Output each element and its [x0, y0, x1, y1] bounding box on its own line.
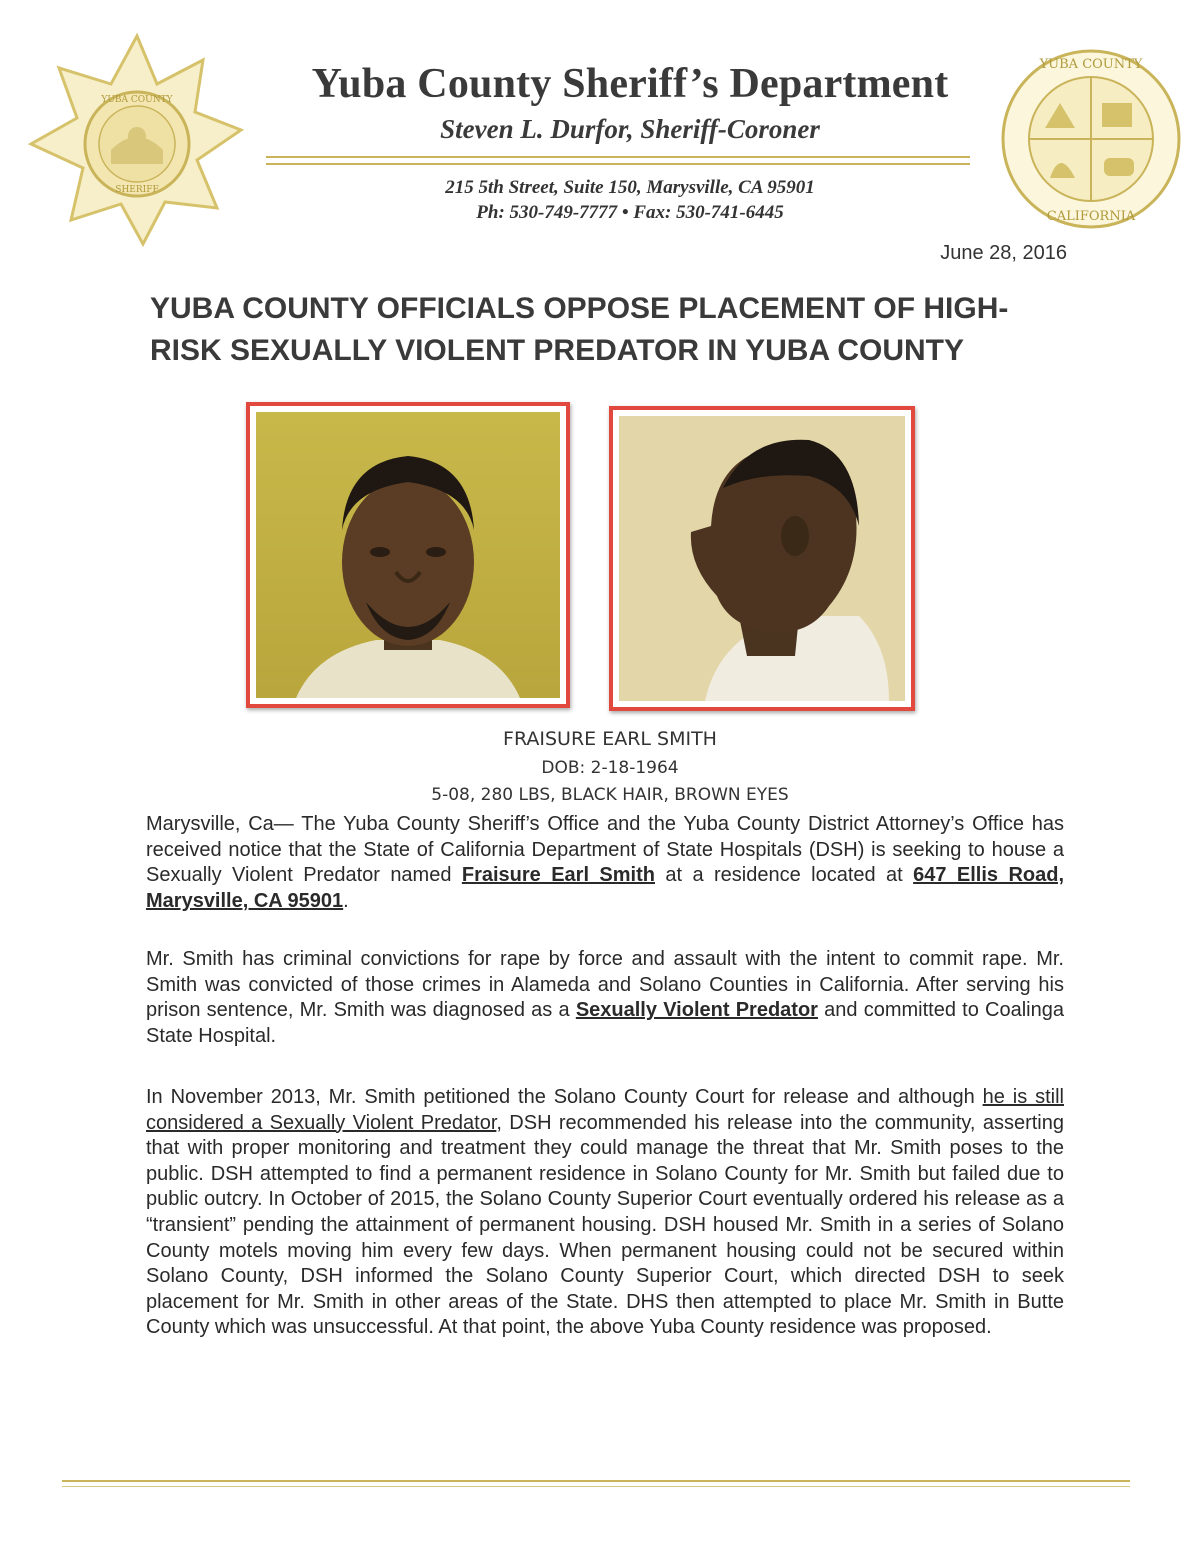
sheriff-name: Steven L. Durfor, Sheriff-Coroner [440, 114, 820, 144]
county-seal-icon [1000, 48, 1182, 230]
body-paragraph-2 [146, 947, 1064, 1049]
svg-text:YUBA COUNTY: YUBA COUNTY [1039, 57, 1143, 72]
subject-dob: DOB: 2-18-1964 [541, 758, 679, 778]
p2-text: and committed to Coalinga State Hospital. [146, 999, 1064, 1047]
svg-text:CALIFORNIA: CALIFORNIA [1046, 209, 1136, 224]
svg-text:YUBA COUNTY: YUBA COUNTY [101, 95, 173, 105]
department-title: Yuba County Sheriff’s Department [311, 61, 949, 107]
p3-text: , DSH recommended his release into the community, asserting that with proper monitoring and treatment they could manage the threat that Mr. Smith poses to the public. DSH attempted to find a permanent residence in Solano County for Mr. Smith but failed due to public outcry. In October of 2015, the Solano County Superior Court eventually ordered his release as a “transient” pending the attainment of permanent housing. DSH housed Mr. Smith in a series of Solano County motels moving him every few days. When permanent housing could not be secured within Solano County, DSH informed the Solano County Superior Court, which directed DSH to seek placement for Mr. Smith in other areas of the State. DHS then attempted to place Mr. Smith in Butte County which was unsuccessful. At that point, the above Yuba County residence was proposed. [146, 1111, 1064, 1339]
p3-text: In November 2013, Mr. Smith petitioned the Solano County Court for release and although [146, 1086, 983, 1108]
sheriff-star-badge-icon [25, 32, 245, 247]
address-line: 215 5th Street, Suite 150, Marysville, CA 95901 [445, 177, 815, 198]
headline: YUBA COUNTY OFFICIALS OPPOSE PLACEMENT OF HIGH-RISK SEXUALLY VIOLENT PREDATOR IN YUBA COUNTY [150, 292, 1009, 367]
header-divider [266, 156, 970, 165]
svp-status-underline: he is still considered a Sexually Violent Predator [146, 1086, 1064, 1134]
phone-fax-line: Ph: 530-749-7777 • Fax: 530-741-6445 [476, 202, 784, 223]
subject-name: FRAISURE EARL SMITH [503, 728, 717, 750]
svg-text:SHERIFF: SHERIFF [115, 185, 159, 195]
p1-text: at a residence located at [654, 864, 914, 887]
p1-text: Marysville, Ca— The Yuba County Sheriff’s Office and the Yuba County District Attorney’s Office has received notice that the State of California Department of State Hospitals (DSH) is seeking to house a Sexually Violent Predator named [146, 813, 1064, 887]
release-date: June 28, 2016 [940, 242, 1067, 264]
subject-name-highlight: Fraisure Earl Smith [461, 864, 655, 887]
body-paragraph-1 [146, 812, 1064, 914]
contact-block [270, 175, 990, 225]
body-paragraph-3 [146, 1085, 1064, 1341]
footer-divider [62, 1480, 1130, 1487]
mugshot-front [246, 402, 570, 708]
photo-frame [609, 406, 915, 711]
address-highlight: 647 Ellis Road, Marysville, CA 95901 [146, 864, 1064, 912]
svp-term-highlight: Sexually Violent Predator [575, 999, 818, 1022]
mugshot-profile [609, 406, 915, 711]
subject-details: 5-08, 280 LBS, BLACK HAIR, BROWN EYES [431, 785, 789, 805]
p1-text: . [343, 889, 349, 912]
p2-text: Mr. Smith has criminal convictions for rape by force and assault with the intent to commit rape. Mr. Smith was convicted of those crimes in Alameda and Solano Counties in California. After serving his prison sentence, Mr. Smith was diagnosed as a [146, 948, 1064, 1022]
photo-frame [246, 402, 570, 708]
